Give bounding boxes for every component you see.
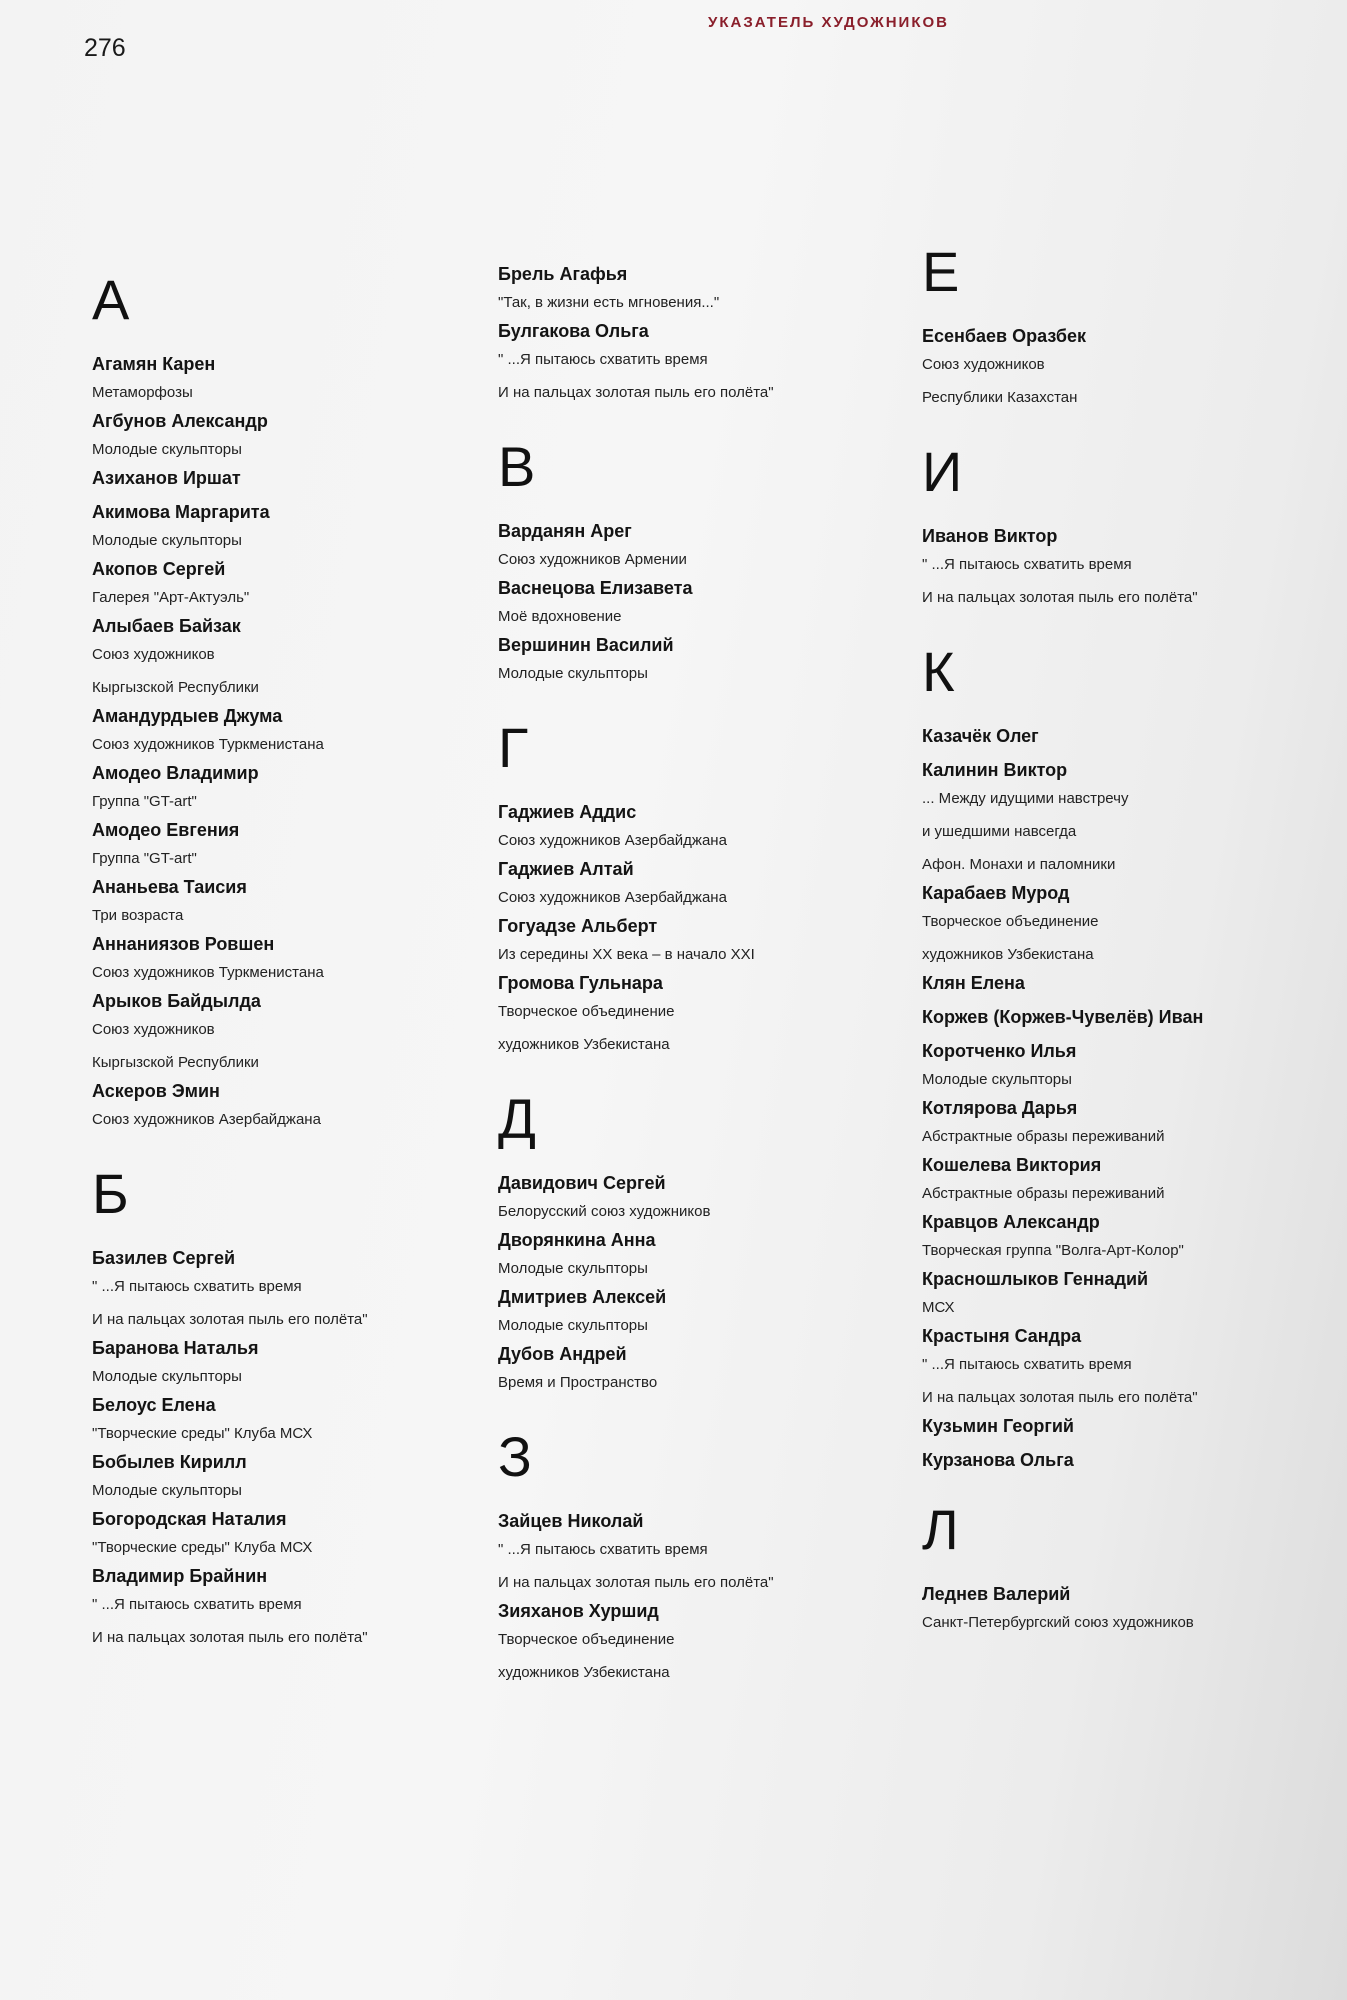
artist-exhibition-note: " ...Я пытаюсь схватить время <box>498 1541 708 1558</box>
letter-section-b <box>92 1162 368 1654</box>
artist-exhibition-note: Союз художников Армении <box>498 551 687 568</box>
artist-name: Дворянкина Анна <box>498 1230 656 1250</box>
section-letter: А <box>92 268 130 331</box>
artist-name: Бобылев Кирилл <box>92 1452 247 1472</box>
artist-exhibition-note: Группа "GT-art" <box>92 850 197 867</box>
artist-name: Васнецова Елизавета <box>498 578 693 598</box>
artist-name: Брель Агафья <box>498 264 628 284</box>
artist-exhibition-note: Союз художников Азербайджана <box>92 1111 321 1128</box>
artist-exhibition-note: Республики Казахстан <box>922 389 1078 406</box>
artist-name: Арыков Байдылда <box>92 991 261 1011</box>
index-column-1 <box>92 268 368 1654</box>
artist-name: Иванов Виктор <box>922 526 1058 546</box>
artist-exhibition-note: Афон. Монахи и паломники <box>922 856 1116 873</box>
artist-name: Вершинин Василий <box>498 635 674 655</box>
artist-name: Котлярова Дарья <box>922 1098 1078 1118</box>
artist-name: Давидович Сергей <box>498 1173 666 1193</box>
artist-exhibition-note: И на пальцах золотая пыль его полёта" <box>922 589 1198 606</box>
letter-section-g <box>498 716 774 1061</box>
artist-name: Кузьмин Георгий <box>922 1416 1074 1436</box>
letter-section-v <box>498 435 774 690</box>
artist-exhibition-note: Творческое объединение <box>498 1003 675 1020</box>
artist-exhibition-note: Союз художников <box>922 356 1045 373</box>
artist-name: Ананьева Таисия <box>92 877 247 897</box>
artist-exhibition-note: Молодые скульпторы <box>92 532 242 549</box>
artist-name: Дмитриев Алексей <box>498 1287 667 1307</box>
artist-exhibition-note: Союз художников <box>92 1021 215 1038</box>
artist-exhibition-note: И на пальцах золотая пыль его полёта" <box>92 1311 368 1328</box>
index-column-2 <box>498 262 774 1689</box>
artist-exhibition-note: " ...Я пытаюсь схватить время <box>92 1596 302 1613</box>
artist-name: Леднев Валерий <box>922 1584 1071 1604</box>
artist-exhibition-note: и ушедшими навсегда <box>922 823 1077 840</box>
section-letter: К <box>922 640 955 703</box>
section-letter: Е <box>922 240 960 303</box>
letter-section-a <box>92 268 368 1136</box>
artist-name: Кошелева Виктория <box>922 1155 1102 1175</box>
artist-name: Богородская Наталия <box>92 1509 287 1529</box>
section-letter: И <box>922 440 963 503</box>
artist-exhibition-note: Союз художников Азербайджана <box>498 889 727 906</box>
artist-name: Крастыня Сандра <box>922 1326 1082 1346</box>
artist-name: Базилев Сергей <box>92 1248 236 1268</box>
section-letter: Б <box>92 1162 129 1225</box>
artist-exhibition-note: МСХ <box>922 1299 955 1316</box>
artist-name: Белоус Елена <box>92 1395 216 1415</box>
artist-name: Амандурдыев Джума <box>92 706 283 726</box>
artist-name: Клян Елена <box>922 973 1025 993</box>
artist-exhibition-note: Белорусский союз художников <box>498 1203 711 1220</box>
artist-exhibition-note: "Творческие среды" Клуба МСХ <box>92 1425 313 1442</box>
letter-section-i <box>922 440 1203 614</box>
artist-name: Кравцов Александр <box>922 1212 1100 1232</box>
artist-exhibition-note: И на пальцах золотая пыль его полёта" <box>92 1629 368 1646</box>
artist-exhibition-note: Абстрактные образы переживаний <box>922 1185 1165 1202</box>
artist-exhibition-note: "Творческие среды" Клуба МСХ <box>92 1539 313 1556</box>
artist-exhibition-note: И на пальцах золотая пыль его полёта" <box>498 384 774 401</box>
artist-name: Аннаниязов Ровшен <box>92 934 275 954</box>
artist-exhibition-note: Союз художников <box>92 646 215 663</box>
artist-name: Гаджиев Аддис <box>498 802 637 822</box>
section-letter: В <box>498 435 536 498</box>
artist-exhibition-note: Союз художников Туркменистана <box>92 964 324 981</box>
letter-section-e <box>922 240 1203 414</box>
artist-exhibition-note: Метаморфозы <box>92 384 193 401</box>
section-letter: Д <box>498 1087 536 1150</box>
artist-exhibition-note: И на пальцах золотая пыль его полёта" <box>498 1574 774 1591</box>
artist-exhibition-note: Галерея "Арт-Актуэль" <box>92 589 250 606</box>
artist-exhibition-note: Молодые скульпторы <box>92 1368 242 1385</box>
artist-name: Гаджиев Алтай <box>498 859 634 879</box>
running-header: УКАЗАТЕЛЬ ХУДОЖНИКОВ <box>708 14 949 31</box>
artist-name: Громова Гульнара <box>498 973 663 993</box>
artist-exhibition-note: Кыргызской Республики <box>92 1054 259 1071</box>
artist-exhibition-note: Молодые скульпторы <box>922 1071 1072 1088</box>
artist-exhibition-note: " ...Я пытаюсь схватить время <box>92 1278 302 1295</box>
artist-name: Амодео Евгения <box>92 820 240 840</box>
artist-exhibition-note: " ...Я пытаюсь схватить время <box>498 351 708 368</box>
artist-name: Зайцев Николай <box>498 1511 644 1531</box>
artist-name: Акимова Маргарита <box>92 502 270 522</box>
artist-name: Коротченко Илья <box>922 1041 1077 1061</box>
artist-exhibition-note: Союз художников Азербайджана <box>498 832 727 849</box>
artist-name: Гогуадзе Альберт <box>498 916 658 936</box>
index-column-3 <box>922 240 1203 1639</box>
artist-name: Аскеров Эмин <box>92 1081 220 1101</box>
artist-exhibition-note: Молодые скульпторы <box>92 1482 242 1499</box>
artist-exhibition-note: ... Между идущими навстречу <box>922 790 1129 807</box>
artist-name: Агбунов Александр <box>92 411 268 431</box>
artist-exhibition-note: Группа "GT-art" <box>92 793 197 810</box>
page-number: 276 <box>84 34 126 62</box>
artist-exhibition-note: "Так, в жизни есть мгновения..." <box>498 294 720 311</box>
letter-section-d <box>498 1087 774 1399</box>
artist-name: Амодео Владимир <box>92 763 259 783</box>
artist-exhibition-note: Молодые скульпторы <box>92 441 242 458</box>
artist-exhibition-note: И на пальцах золотая пыль его полёта" <box>922 1389 1198 1406</box>
artist-exhibition-note: Из середины XX века – в начало XXI <box>498 946 755 963</box>
artist-name: Коржев (Коржев-Чувелёв) Иван <box>922 1007 1204 1027</box>
letter-section-k <box>922 640 1203 1472</box>
artist-name: Азиханов Иршат <box>92 468 241 488</box>
section-letter: Л <box>922 1498 959 1561</box>
artist-exhibition-note: " ...Я пытаюсь схватить время <box>922 1356 1132 1373</box>
artist-name: Агамян Карен <box>92 354 216 374</box>
artist-name: Акопов Сергей <box>92 559 226 579</box>
artist-name: Калинин Виктор <box>922 760 1068 780</box>
artist-exhibition-note: Молодые скульпторы <box>498 665 648 682</box>
artist-name: Есенбаев Оразбек <box>922 326 1086 346</box>
artist-exhibition-note: художников Узбекистана <box>498 1664 670 1681</box>
letter-section-z <box>498 1425 774 1689</box>
artist-exhibition-note: Три возраста <box>92 907 184 924</box>
artist-exhibition-note: Молодые скульпторы <box>498 1317 648 1334</box>
artist-name: Алыбаев Байзак <box>92 616 241 636</box>
artist-name: Дубов Андрей <box>498 1344 627 1364</box>
section-letter: Г <box>498 716 529 779</box>
artist-exhibition-note: Кыргызской Республики <box>92 679 259 696</box>
artist-exhibition-note: Творческое объединение <box>498 1631 675 1648</box>
artist-exhibition-note: художников Узбекистана <box>498 1036 670 1053</box>
artist-exhibition-note: Санкт-Петербургский союз художников <box>922 1614 1194 1631</box>
artist-exhibition-note: Творческая группа "Волга-Арт-Колор" <box>922 1242 1184 1259</box>
artist-name: Красношлыков Геннадий <box>922 1269 1149 1289</box>
artist-exhibition-note: Абстрактные образы переживаний <box>922 1128 1165 1145</box>
section-letter: З <box>498 1425 532 1488</box>
letter-section-b-continued <box>498 262 774 409</box>
artist-name: Карабаев Мурод <box>922 883 1070 903</box>
artist-name: Казачёк Олег <box>922 726 1039 746</box>
artist-name: Баранова Наталья <box>92 1338 259 1358</box>
artist-exhibition-note: Время и Пространство <box>498 1374 658 1391</box>
artist-name: Владимир Брайнин <box>92 1566 268 1586</box>
artist-exhibition-note: Молодые скульпторы <box>498 1260 648 1277</box>
artist-name: Булгакова Ольга <box>498 321 649 341</box>
artist-name: Варданян Арег <box>498 521 632 541</box>
artist-exhibition-note: " ...Я пытаюсь схватить время <box>922 556 1132 573</box>
artist-exhibition-note: Творческое объединение <box>922 913 1099 930</box>
artist-name: Курзанова Ольга <box>922 1450 1074 1470</box>
artist-exhibition-note: художников Узбекистана <box>922 946 1094 963</box>
artist-name: Зияханов Хуршид <box>498 1601 659 1621</box>
artist-exhibition-note: Моё вдохновение <box>498 608 622 625</box>
artist-exhibition-note: Союз художников Туркменистана <box>92 736 324 753</box>
letter-section-l <box>922 1498 1203 1639</box>
